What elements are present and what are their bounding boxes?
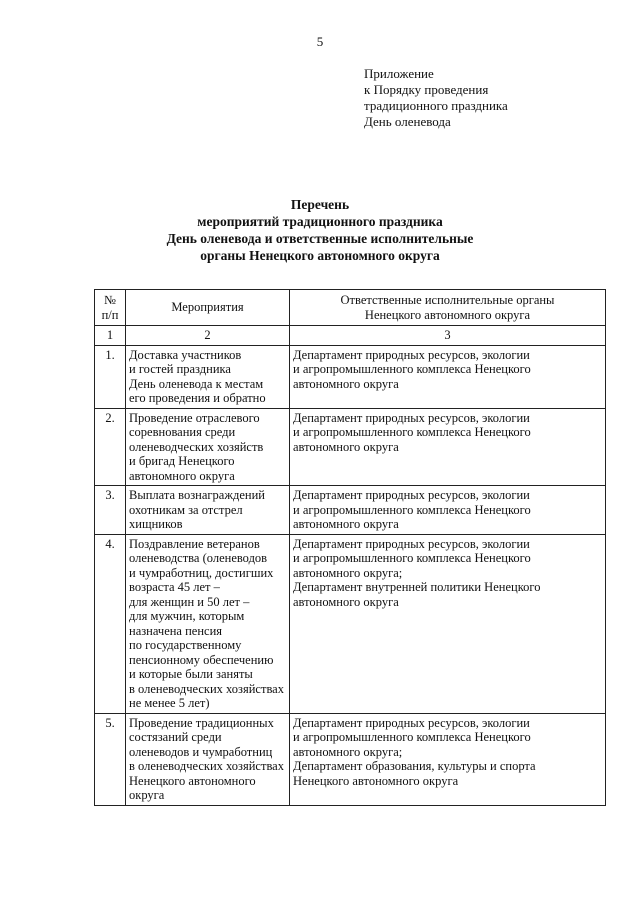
row-number: 5. — [95, 713, 126, 805]
event-line: пенсионному обеспечению — [129, 652, 274, 667]
responsible-line: и агропромышленного комплекса Ненецкого — [293, 551, 531, 565]
responsible-cell — [290, 486, 606, 535]
event-line: День оленевода к местам — [129, 376, 264, 391]
event-line: в оленеводческих хозяйствах — [129, 681, 284, 696]
responsible-line: Департамент природных ресурсов, экологии — [293, 536, 530, 551]
title-line: Перечень — [290, 197, 350, 212]
event-line: Выплата вознаграждений — [129, 488, 265, 502]
event-line: хищников — [129, 517, 183, 531]
event-cell — [126, 713, 290, 805]
row-number: 1. — [95, 345, 126, 408]
table-header-row — [95, 290, 606, 326]
column-number: 1 — [95, 326, 126, 346]
header-responsible: Ответственные исполнительные органы Ненецкого автономного округа — [290, 290, 606, 326]
event-line: для мужчин, которым — [129, 609, 245, 623]
event-line: возраста 45 лет – — [129, 580, 220, 594]
event-line: его проведения и обратно — [129, 391, 266, 405]
responsible-line: Ненецкого автономного округа — [293, 773, 459, 788]
responsible-line: автономного округа; — [293, 565, 403, 580]
responsible-line: Департамент природных ресурсов, экологии — [293, 347, 530, 362]
event-line: и чумработниц, достигших — [129, 565, 274, 580]
responsible-line: Департамент внутренней политики Ненецкого — [293, 580, 541, 594]
event-line: оленеводческих хозяйств — [129, 439, 264, 454]
event-line: оленеводов и чумработниц — [129, 744, 273, 759]
appendix-line: День оленевода — [364, 114, 451, 129]
event-line: округа — [129, 788, 165, 802]
event-line: охотникам за отстрел — [129, 502, 243, 517]
responsible-line: автономного округа — [293, 376, 399, 391]
title-line: мероприятий традиционного праздника — [197, 214, 443, 229]
event-cell — [126, 486, 290, 535]
column-number: 2 — [126, 326, 290, 346]
event-line: и которые были заняты — [129, 667, 253, 681]
responsible-cell — [290, 534, 606, 713]
event-line: Проведение традиционных — [129, 715, 274, 730]
event-line: не менее 5 лет) — [129, 696, 210, 710]
event-line: Доставка участников — [129, 347, 242, 362]
appendix-line: Приложение — [364, 66, 434, 81]
responsible-line: автономного округа; — [293, 744, 403, 759]
responsible-line: автономного округа — [293, 594, 399, 609]
event-line: автономного округа — [129, 468, 235, 483]
event-cell — [126, 345, 290, 408]
table-row — [95, 713, 606, 805]
responsible-line: и агропромышленного комплекса Ненецкого — [293, 502, 531, 517]
responsible-line: Департамент природных ресурсов, экологии — [293, 715, 530, 730]
header-num: № п/п — [95, 290, 126, 326]
title-line: День оленевода и ответственные исполнительные — [166, 231, 474, 246]
event-line: и бригад Ненецкого — [129, 454, 235, 468]
table-row — [95, 534, 606, 713]
column-number-row — [95, 326, 606, 346]
responsible-cell — [290, 408, 606, 486]
responsible-line: Департамент природных ресурсов, экологии — [293, 410, 530, 425]
appendix-block — [364, 66, 508, 130]
events-table — [94, 289, 606, 806]
event-line: в оленеводческих хозяйствах — [129, 759, 284, 773]
document-title — [0, 196, 640, 264]
event-line: по государственному — [129, 638, 242, 652]
event-line: и гостей праздника — [129, 362, 231, 376]
event-line: оленеводства (оленеводов — [129, 551, 268, 565]
row-number: 2. — [95, 408, 126, 486]
responsible-cell — [290, 345, 606, 408]
event-line: состязаний среди — [129, 730, 222, 744]
appendix-line: к Порядку проведения — [364, 82, 489, 97]
event-line: Проведение отраслевого — [129, 410, 260, 425]
responsible-line: автономного округа — [293, 439, 399, 454]
event-cell — [126, 534, 290, 713]
column-number: 3 — [290, 326, 606, 346]
responsible-line: Департамент природных ресурсов, экологии — [293, 488, 530, 502]
event-line: назначена пенсия — [129, 623, 223, 638]
title-line: органы Ненецкого автономного округа — [200, 248, 440, 263]
table-row — [95, 486, 606, 535]
page-number: 5 — [316, 34, 324, 49]
event-line: соревнования среди — [129, 425, 236, 439]
table-row — [95, 408, 606, 486]
row-number: 3. — [95, 486, 126, 535]
responsible-line: автономного округа — [293, 517, 399, 531]
responsible-line: и агропромышленного комплекса Ненецкого — [293, 362, 531, 376]
responsible-cell — [290, 713, 606, 805]
responsible-line: и агропромышленного комплекса Ненецкого — [293, 730, 531, 744]
row-number: 4. — [95, 534, 126, 713]
event-line: для женщин и 50 лет – — [129, 594, 250, 609]
event-line: Поздравление ветеранов — [129, 536, 260, 551]
appendix-line: традиционного праздника — [364, 98, 508, 113]
responsible-line: и агропромышленного комплекса Ненецкого — [293, 425, 531, 439]
header-event: Мероприятия — [126, 290, 290, 326]
event-line: Ненецкого автономного — [129, 773, 256, 788]
responsible-line: Департамент образования, культуры и спорта — [293, 759, 536, 773]
table-row — [95, 345, 606, 408]
event-cell — [126, 408, 290, 486]
